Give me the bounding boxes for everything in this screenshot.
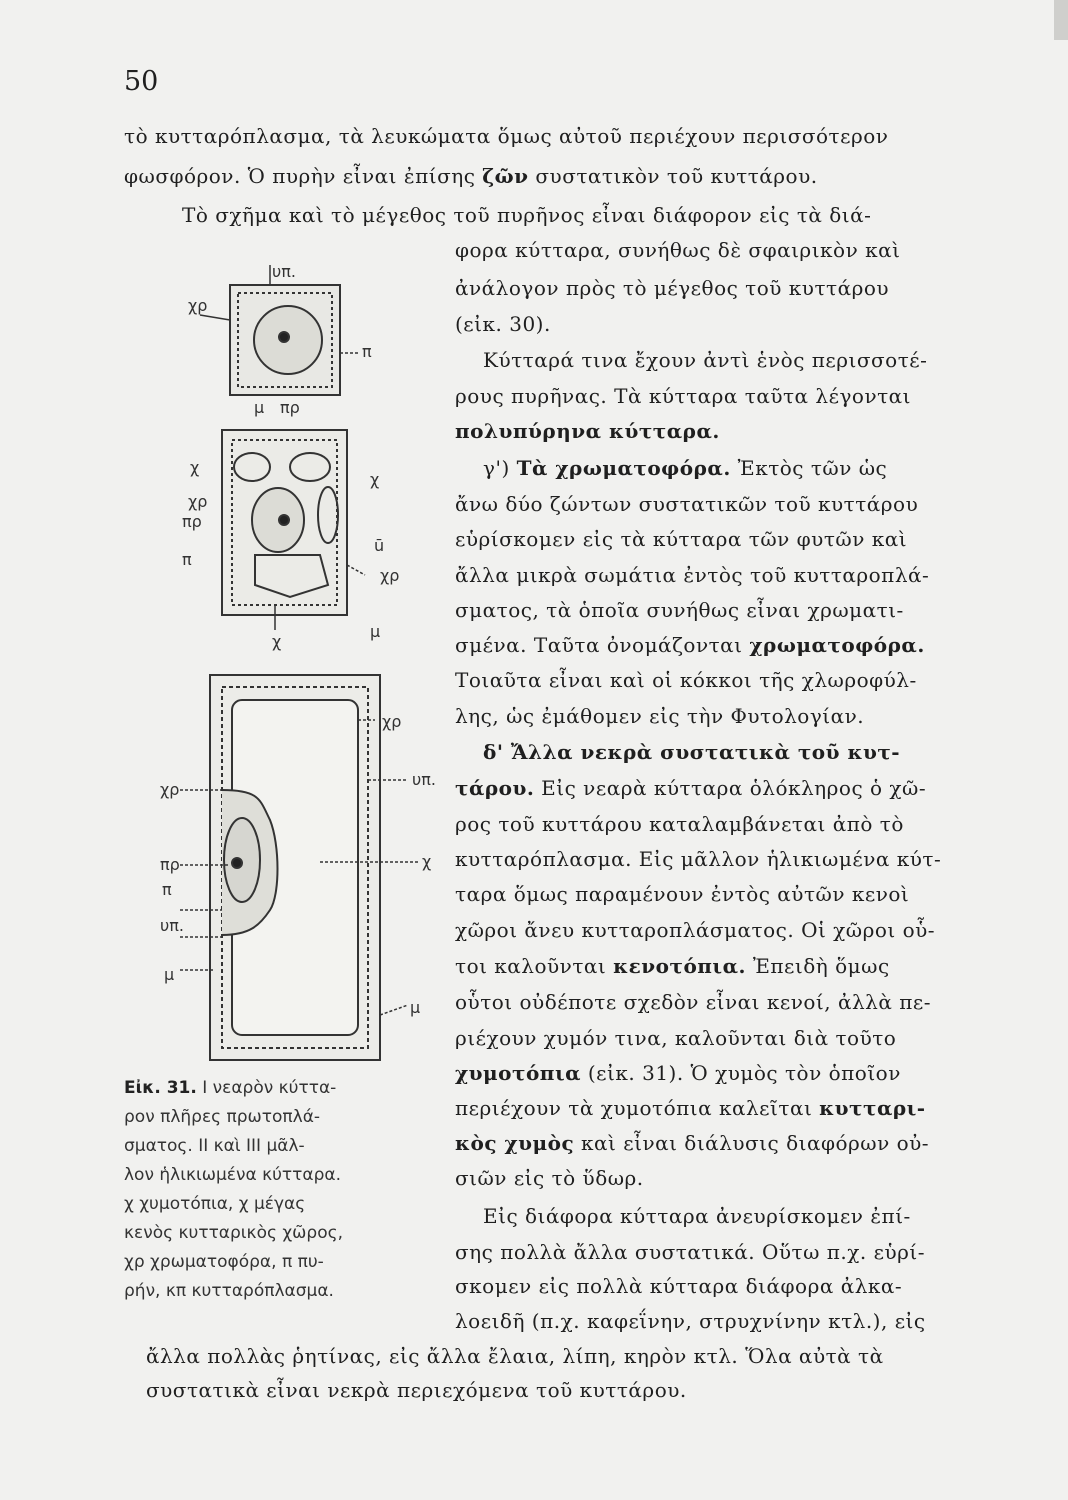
text-line: ριέχουν χυμόν τινα, καλοῦνται διὰ τοῦτο — [455, 1026, 897, 1050]
caption-line: Εἰκ. 31. Ι νεαρὸν κύττα- — [124, 1078, 337, 1098]
cell-old — [180, 675, 421, 1060]
text-line: σιῶν εἰς τὸ ὕδωρ. — [455, 1166, 644, 1190]
text-line: ταρα ὅμως παραμένουν ἐντὸς αὐτῶν κενοὶ — [455, 882, 910, 906]
label-x: χ — [190, 458, 200, 477]
text-line: εὑρίσκομεν εἰς τὰ κύτταρα τῶν φυτῶν καὶ — [455, 527, 908, 551]
page-number: 50 — [124, 66, 159, 97]
text-line: χῶροι ἄνευ κυτταροπλάσματος. Οἱ χῶροι οὗ- — [455, 918, 936, 942]
caption-line: λον ἡλικιωμένα κύτταρα. — [124, 1165, 341, 1185]
text-line: Εἰς διάφορα κύτταρα ἀνευρίσκομεν ἐπί- — [483, 1204, 911, 1228]
text-line: Τὸ σχῆμα καὶ τὸ μέγεθος τοῦ πυρῆνος εἶναι διάφορον εἰς τὰ διά- — [182, 203, 872, 227]
cell-young — [200, 265, 358, 395]
text-line: Κύτταρά τινα ἔχουν ἀντὶ ἑνὸς περισσοτέ- — [483, 348, 928, 372]
text-line: σμένα. Ταῦτα ὀνομάζονται χρωματοφόρα. — [455, 633, 925, 657]
caption-line: ρον πλῆρες πρωτοπλά- — [124, 1107, 321, 1127]
label-p: π — [162, 880, 172, 899]
text-line: οὗτοι οὐδέποτε σχεδὸν εἶναι κενοί, ἀλλὰ πε- — [455, 990, 931, 1014]
text-line: συστατικὰ εἶναι νεκρὰ περιεχόμενα τοῦ κυττάρου. — [146, 1378, 687, 1402]
cell-mid — [222, 430, 365, 630]
label-up: υπ. — [412, 770, 436, 789]
text-line: ἄλλα πολλὰς ῥητίνας, εἰς ἄλλα ἔλαια, λίπη, κηρὸν κτλ. Ὅλα αὐτὰ τὰ — [146, 1344, 884, 1368]
label-x: χ — [370, 470, 380, 489]
label-pr: πρ — [280, 398, 300, 417]
text-line: λοειδῆ (π.χ. καφεΐνην, στρυχνίνην κτλ.), εἰς — [455, 1309, 926, 1333]
text-line: περιέχουν τὰ χυμοτόπια καλεῖται κυτταρι- — [455, 1096, 926, 1120]
text-line: σης πολλὰ ἄλλα συστατικά. Οὕτω π.χ. εὑρί- — [455, 1240, 925, 1264]
label-p: π — [182, 550, 192, 569]
text-line: δ' Ἄλλα νεκρὰ συστατικὰ τοῦ κυτ- — [483, 740, 901, 764]
label-m: μ — [370, 622, 381, 641]
label-x: χ — [272, 632, 282, 651]
text-line: λης, ὡς ἐμάθομεν εἰς τὴν Φυτολογίαν. — [455, 704, 865, 728]
text-line: τοι καλοῦνται κενοτόπια. Ἐπειδὴ ὅμως — [455, 954, 890, 978]
label-up: υπ. — [272, 262, 296, 281]
figure-caption — [124, 1074, 454, 1306]
text-line: κὸς χυμὸς καὶ εἶναι διάλυσις διαφόρων οὐ- — [455, 1131, 930, 1155]
scan-edge — [1054, 0, 1068, 40]
text-line: πολυπύρηνα κύτταρα. — [455, 419, 720, 443]
figure-31-cells — [160, 245, 450, 1080]
label-u: ū — [374, 536, 385, 555]
label-m: μ — [254, 398, 265, 417]
label-p: π — [362, 342, 372, 361]
label-xr: χρ — [380, 566, 400, 585]
text-line: κυτταρόπλασμα. Εἰς μᾶλλον ἡλικιωμένα κύτ- — [455, 847, 942, 871]
text-line: ἀνάλογον πρὸς τὸ μέγεθος τοῦ κυττάρου — [455, 276, 890, 300]
cell-diagram — [160, 245, 450, 1080]
label-up: υπ. — [160, 916, 184, 935]
text-line: ρος τοῦ κυττάρου καταλαμβάνεται ἀπὸ τὸ — [455, 812, 904, 836]
nucleolus — [279, 332, 289, 342]
text-line: χυμοτόπια (εἰκ. 31). Ὁ χυμὸς τὸν ὁποῖον — [455, 1061, 901, 1085]
text-line: ἄνω δύο ζώντων συστατικῶν τοῦ κυττάρου — [455, 492, 919, 516]
label-pr: πρ — [160, 855, 180, 874]
caption-line: χ χυμοτόπια, χ μέγας — [124, 1194, 306, 1214]
label-xr: χρ — [160, 780, 180, 799]
caption-line: κενὸς κυτταρικὸς χῶρος, — [124, 1223, 343, 1243]
text-line: τὸ κυτταρόπλασμα, τὰ λευκώματα ὅμως αὐτοῦ περιέχουν περισσότερον — [124, 124, 889, 148]
caption-line: χρ χρωματοφόρα, π πυ- — [124, 1252, 324, 1272]
label-m: μ — [164, 965, 175, 984]
caption-line: σματος. ΙΙ καὶ ΙΙΙ μᾶλ- — [124, 1136, 305, 1156]
text-line: ρους πυρῆνας. Τὰ κύτταρα ταῦτα λέγονται — [455, 384, 912, 408]
text-line: σκομεν εἰς πολλὰ κύτταρα διάφορα ἀλκα- — [455, 1274, 903, 1298]
label-xr: χρ — [188, 296, 208, 315]
text-line: σματος, τὰ ὁποῖα συνήθως εἶναι χρωματι- — [455, 598, 904, 622]
text-line: Τοιαῦτα εἶναι καὶ οἱ κόκκοι τῆς χλωροφύλ- — [455, 668, 917, 692]
text-line: τάρου. Εἰς νεαρὰ κύτταρα ὁλόκληρος ὁ χῶ- — [455, 776, 927, 800]
text-line: φωσφόρον. Ὁ πυρὴν εἶναι ἐπίσης ζῶν συστατικὸν τοῦ κυττάρου. — [124, 164, 818, 188]
label-pr: πρ — [182, 512, 202, 531]
text-line: φορα κύτταρα, συνήθως δὲ σφαιρικὸν καὶ — [455, 238, 901, 262]
text-line: ἄλλα μικρὰ σωμάτια ἐντὸς τοῦ κυτταροπλά- — [455, 563, 930, 587]
label-xr: χρ — [382, 712, 402, 731]
text-line: (εἰκ. 30). — [455, 312, 551, 336]
label-x: χ — [422, 852, 432, 871]
label-xr: χρ — [188, 492, 208, 511]
caption-line: ρήν, κπ κυτταρόπλασμα. — [124, 1281, 334, 1301]
caption-label: Εἰκ. 31. — [124, 1078, 197, 1098]
label-m: μ — [410, 998, 421, 1017]
text-line: γ') Τὰ χρωματοφόρα. Ἐκτὸς τῶν ὡς — [483, 456, 888, 480]
